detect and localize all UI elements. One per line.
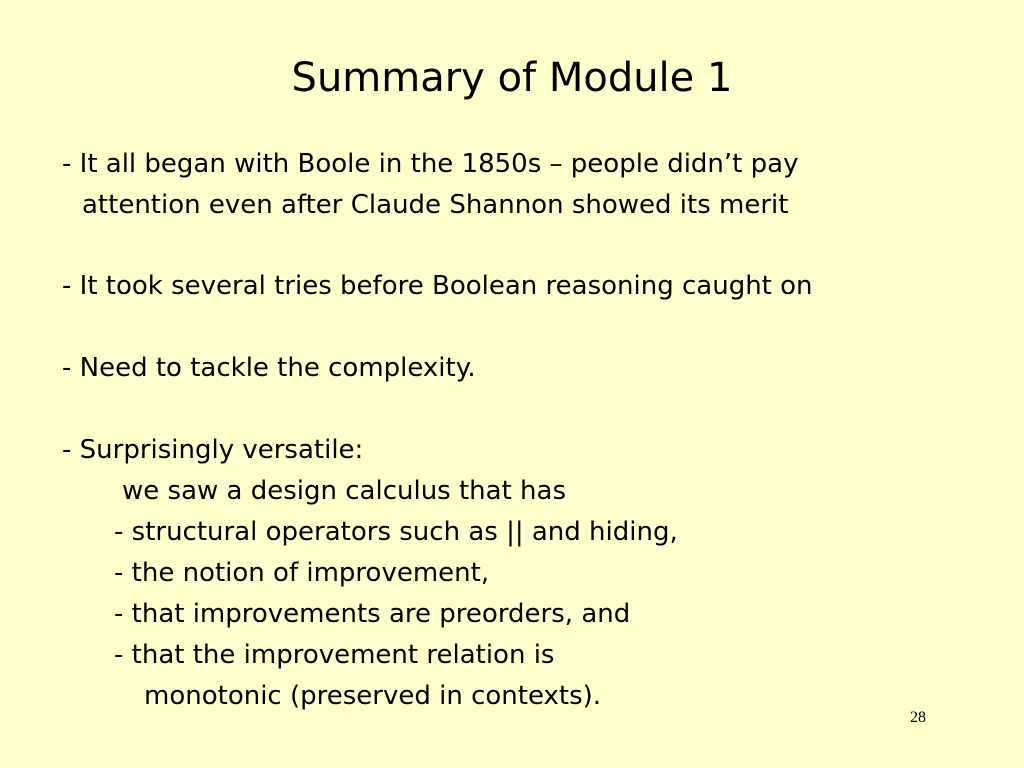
sub-bullet-improvement-relation: - that the improvement relation is — [114, 640, 555, 670]
bullet-boole-line-1: - It all began with Boole in the 1850s – people didn’t pay — [62, 149, 799, 179]
sub-bullet-structural-operators: - structural operators such as || and hiding, — [114, 517, 678, 547]
versatile-design-calculus: we saw a design calculus that has — [122, 476, 567, 506]
sub-bullet-improvement-notion: - the notion of improvement, — [114, 558, 490, 588]
slide-title: Summary of Module 1 — [291, 55, 733, 101]
sub-bullet-preorders: - that improvements are preorders, and — [114, 599, 631, 629]
bullet-complexity: - Need to tackle the complexity. — [62, 353, 476, 383]
bullet-boole-line-2: attention even after Claude Shannon showed its merit — [82, 190, 789, 220]
bullet-versatile: - Surprisingly versatile: — [62, 435, 364, 465]
sub-bullet-monotonic: monotonic (preserved in contexts). — [144, 681, 602, 711]
bullet-boolean-reasoning: - It took several tries before Boolean reasoning caught on — [62, 271, 813, 301]
page-number: 28 — [910, 709, 926, 726]
